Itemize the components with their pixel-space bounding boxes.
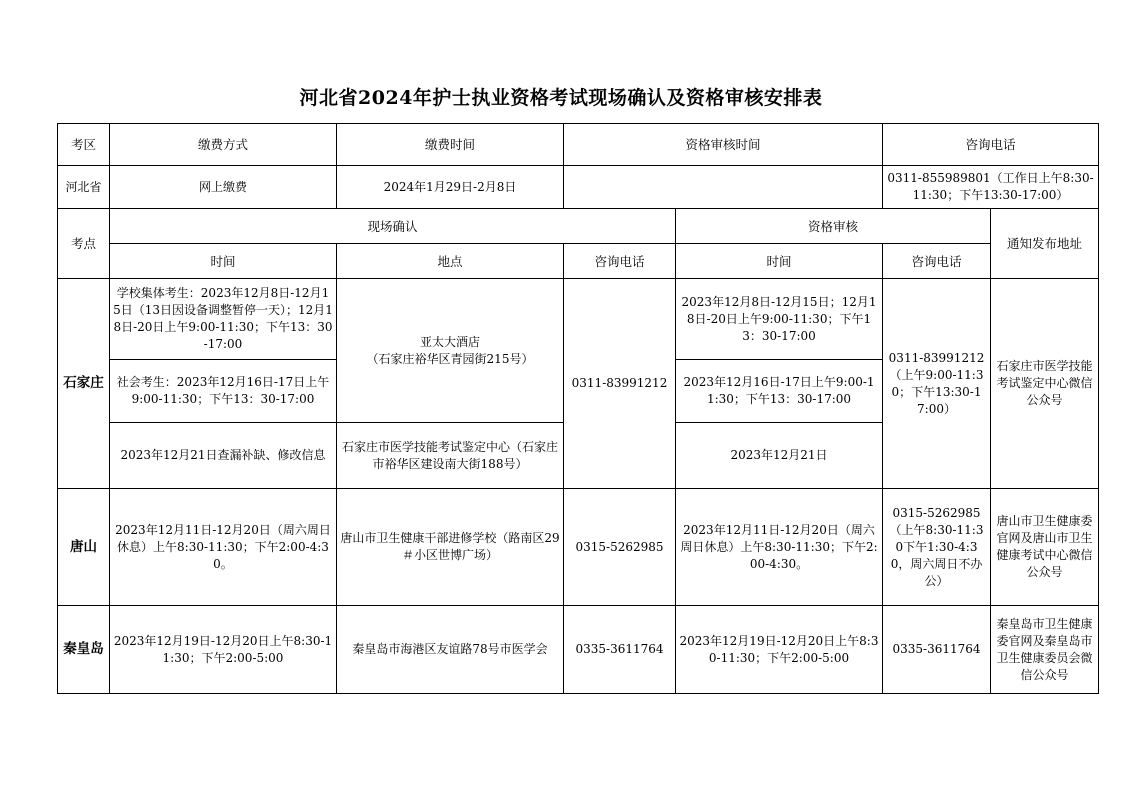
sjz-review-time-3: 2023年12月21日 — [676, 423, 883, 489]
sjz-notice: 石家庄市医学技能考试鉴定中心微信公众号 — [991, 279, 1099, 489]
site-qinhuangdao: 秦皇岛 — [58, 606, 110, 694]
sjz-review-phone: 0311-83991212（上午9:00-11:30；下午13:30-17:00） — [883, 279, 991, 489]
sjz-place-center: 石家庄市医学技能考试鉴定中心（石家庄市裕华区建设南大街188号） — [337, 423, 564, 489]
province-payment-method: 网上缴费 — [110, 166, 337, 209]
col-header-onsite-phone: 咨询电话 — [564, 244, 676, 279]
col-header-review-time: 资格审核时间 — [564, 124, 883, 166]
tangshan-row — [58, 489, 1099, 606]
qhd-review-phone: 0335-3611764 — [883, 606, 991, 694]
ts-notice: 唐山市卫生健康委官网及唐山市卫生健康考试中心微信公众号 — [991, 489, 1099, 606]
ts-review-phone: 0315-5262985（上午8:30-11:30下午1:30-4:30，周六周日不办公） — [883, 489, 991, 606]
page-title: 河北省2024年护士执业资格考试现场确认及资格审核安排表 — [299, 87, 823, 109]
col-header-payment-method: 缴费方式 — [110, 124, 337, 166]
col-header-onsite-time: 时间 — [110, 244, 337, 279]
shijiazhuang-row-1 — [58, 279, 1099, 360]
sjz-onsite-phone: 0311-83991212 — [564, 279, 676, 489]
col-header-site: 考点 — [58, 209, 110, 279]
col-header-review: 资格审核 — [676, 209, 991, 244]
ts-place: 唐山市卫生健康干部进修学校（路南区29＃小区世博广场） — [337, 489, 564, 606]
col-header-onsite: 现场确认 — [110, 209, 676, 244]
col-header-region: 考区 — [58, 124, 110, 166]
province-phone: 0311-855989801（工作日上午8:30-11:30；下午13:30-17:00） — [883, 166, 1099, 209]
province-review-time — [564, 166, 883, 209]
sjz-place-hotel: 亚太大酒店 （石家庄裕华区青园街215号） — [337, 279, 564, 423]
ts-time: 2023年12月11日-12月20日（周六周日休息）上午8:30-11:30；下午2:00-4:30。 — [110, 489, 337, 606]
header-row — [58, 124, 1099, 166]
ts-onsite-phone: 0315-5262985 — [564, 489, 676, 606]
site-tangshan: 唐山 — [58, 489, 110, 606]
schedule-table — [57, 123, 1099, 694]
qhd-time: 2023年12月19日-12月20日上午8:30-11:30；下午2:00-5:00 — [110, 606, 337, 694]
col-header-payment-time: 缴费时间 — [337, 124, 564, 166]
qinhuangdao-row — [58, 606, 1099, 694]
sjz-review-time-1: 2023年12月8日-12月15日；12月18日-20日上午9:00-11:30；下午13：30-17:00 — [676, 279, 883, 360]
sjz-time-fix: 2023年12月21日查漏补缺、修改信息 — [110, 423, 337, 489]
group-header-row — [58, 209, 1099, 244]
sub-header-row — [58, 244, 1099, 279]
qhd-review-time: 2023年12月19日-12月20日上午8:30-11:30；下午2:00-5:00 — [676, 606, 883, 694]
col-header-review-phone: 咨询电话 — [883, 244, 991, 279]
col-header-notice: 通知发布地址 — [991, 209, 1099, 279]
qhd-place: 秦皇岛市海港区友谊路78号市医学会 — [337, 606, 564, 694]
col-header-phone: 咨询电话 — [883, 124, 1099, 166]
province-region: 河北省 — [58, 166, 110, 209]
province-row — [58, 166, 1099, 209]
site-shijiazhuang: 石家庄 — [58, 279, 110, 489]
sjz-time-school: 学校集体考生：2023年12月8日-12月15日（13日因设备调整暂停一天）；12月18日-20日上午9:00-11:30；下午13：30-17:00 — [110, 279, 337, 360]
col-header-review-time-sub: 时间 — [676, 244, 883, 279]
sjz-review-time-2: 2023年12月16日-17日上午9:00-11:30；下午13：30-17:00 — [676, 360, 883, 423]
col-header-onsite-place: 地点 — [337, 244, 564, 279]
ts-review-time: 2023年12月11日-12月20日（周六周日休息）上午8:30-11:30；下午2:00-4:30。 — [676, 489, 883, 606]
sjz-time-social: 社会考生：2023年12月16日-17日上午9:00-11:30；下午13：30-17:00 — [110, 360, 337, 423]
province-payment-time: 2024年1月29日-2月8日 — [337, 166, 564, 209]
qhd-notice: 秦皇岛市卫生健康委官网及秦皇岛市卫生健康委员会微信公众号 — [991, 606, 1099, 694]
qhd-onsite-phone: 0335-3611764 — [564, 606, 676, 694]
